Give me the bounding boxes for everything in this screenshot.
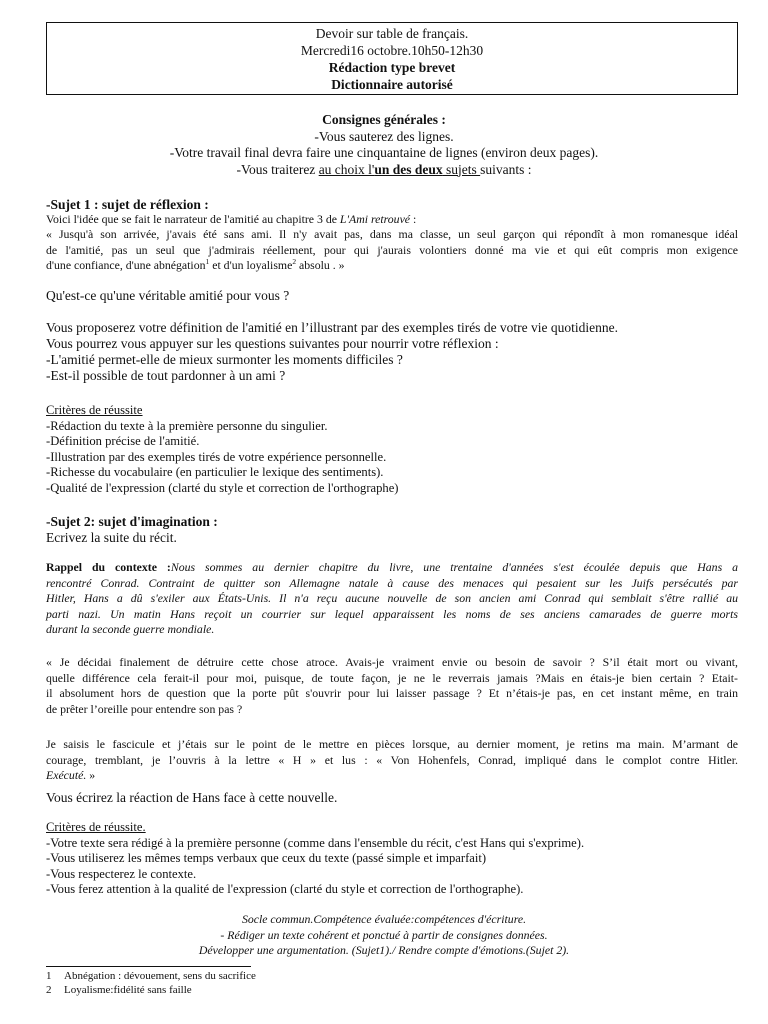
context-line-1 bbox=[46, 560, 738, 576]
skills-footer bbox=[0, 912, 768, 959]
instruction-line-3 bbox=[0, 162, 768, 179]
extract-2-line-1: Je saisis le fascicule et j’étais sur le point de le mettre en pièces lorsque, au dernier moment, je retins ma main. M’armant de bbox=[46, 737, 738, 751]
quote-abnegation: d'une confiance, d'une abnégation bbox=[46, 258, 206, 272]
instruction-3-emphasis: un des deux bbox=[374, 161, 443, 177]
footnote-ref-1: 1 bbox=[205, 257, 210, 267]
subject-1-criteria-title: Critères de réussite bbox=[46, 403, 143, 417]
subject-1-question-1: -L'amitié permet-elle de mieux surmonter les moments difficiles ? bbox=[46, 352, 403, 367]
instruction-3-choice: au choix l' bbox=[318, 161, 375, 177]
footnote-ref-2: 2 bbox=[292, 257, 297, 267]
subject-1-question: Qu'est-ce qu'une véritable amitié pour vous ? bbox=[46, 288, 290, 303]
criteria-item: -Richesse du vocabulaire (en particulier le lexique des sentiments). bbox=[46, 465, 384, 479]
extract-2-executed: Exécuté. bbox=[46, 768, 87, 782]
context-line-4: parti nazi. Un matin Hans reçoit un courrier sur lequel apparaissent les noms de ses anciens camarades de guerre morts bbox=[46, 606, 738, 621]
instruction-3-pre: -Vous traiterez bbox=[236, 161, 319, 177]
quote-line-2: de l'amitié, pas un seul que j'admirais réellement, pour qui j'aurais volontiers donné ma vie et qui eût compris mon exigence bbox=[46, 242, 738, 257]
subject-2-context bbox=[46, 560, 738, 638]
quote-line-1: « Jusqu'à son arrivée, j'avais été sans ami. Il n'y avait pas, dans ma classe, un seul garçon qui répondît à mon romanesque idéal bbox=[46, 227, 738, 241]
header-dictionary: Dictionnaire autorisé bbox=[331, 77, 453, 92]
quote-end: absolu . » bbox=[296, 258, 345, 272]
criteria-item: -Qualité de l'expression (clarté du style et correction de l'orthographe) bbox=[46, 480, 399, 495]
footnote-2 bbox=[46, 983, 256, 997]
footnote-number: 1 bbox=[46, 970, 52, 982]
subject-2-heading: -Sujet 2: sujet d'imagination : bbox=[46, 514, 218, 529]
extract-1-line-4: de prêter l’oreille pour entendre son pas ? bbox=[46, 701, 243, 716]
extract-2-line-2: courage, tremblant, je l’ouvris à la lettre « H » et lus : « Von Hohenfels, Conrad, impliqué dans le complot contre Hitler. bbox=[46, 752, 738, 767]
instruction-3-post: suivants : bbox=[480, 161, 532, 177]
footnote-divider bbox=[46, 966, 251, 967]
criteria-item: -Vous respecterez le contexte. bbox=[46, 866, 197, 881]
general-instructions bbox=[0, 112, 768, 178]
subject-2-task: Vous écrirez la réaction de Hans face à cette nouvelle. bbox=[46, 790, 338, 805]
header-title: Devoir sur table de français. bbox=[315, 26, 469, 41]
subject-1-criteria bbox=[46, 403, 738, 496]
subject-1-question-2: -Est-il possible de tout pardonner à un ami ? bbox=[46, 368, 286, 383]
context-line-2: rencontré Conrad. Contraint de quitter son Allemagne natale à cause des menaces qui pesaient sur les Juifs persécutés par bbox=[46, 575, 738, 590]
skills-line-2: - Rédiger un texte cohérent et ponctué à partir de consignes données. bbox=[220, 927, 548, 942]
criteria-item: -Illustration par des exemples tirés de votre expérience personnelle. bbox=[46, 449, 387, 464]
context-line-3: Hitler, Hans a dû s'exiler aux États-Unis. Il n'a reçu aucune nouvelle de son ancien ami Conrad qui semblait s'être rallié au bbox=[46, 591, 738, 605]
skills-line-3: Développer une argumentation. (Sujet1)./ Rendre compte d'émotions.(Sujet 2). bbox=[198, 943, 570, 957]
extract-1 bbox=[46, 655, 738, 717]
intro-text: Voici l'idée que se fait le narrateur de l'amitié au chapitre 3 de bbox=[46, 212, 340, 226]
extract-2-close: » bbox=[86, 768, 96, 782]
criteria-item: -Vous ferez attention à la qualité de l'expression (clarté du style et correction de l'orthographe). bbox=[46, 882, 524, 896]
extract-2 bbox=[46, 737, 738, 784]
criteria-item: -Rédaction du texte à la première personne du singulier. bbox=[46, 418, 328, 433]
criteria-item: -Vous utiliserez les mêmes temps verbaux que ceux du texte (passé simple et imparfait) bbox=[46, 851, 487, 865]
extract-1-line-2: quelle différence cela ferait-il pour moi, puisque, de toute façon, je ne le reverrais jamais ?Mais en étais-je bien certain ? Etait- bbox=[46, 670, 738, 685]
extract-1-line-3: il absolument hors de question que la porte pût s'ouvrir pour lui laisser passage ? Et n’étais-je pas, en cet instant même, en train bbox=[46, 686, 738, 700]
extract-1-line-1: « Je décidai finalement de détruire cette chose atroce. Avais-je vraiment envie ou besoin de savoir ? S’il était mort ou vivant, bbox=[46, 655, 738, 669]
instruction-3-subjects: sujets bbox=[442, 161, 481, 177]
criteria-item: -Définition précise de l'amitié. bbox=[46, 434, 200, 448]
book-title: L'Ami retrouvé bbox=[339, 212, 411, 226]
criteria-item: -Votre texte sera rédigé à la première personne (comme dans l'ensemble du récit, c'est Hans qui s'exprime). bbox=[46, 835, 585, 850]
subject-1-intro bbox=[46, 212, 738, 228]
subject-2-subtitle: Ecrivez la suite du récit. bbox=[46, 530, 177, 545]
quote-loyalisme: et d'un loyalisme bbox=[209, 258, 293, 272]
skills-line-1: Socle commun.Compétence évaluée:compétences d'écriture. bbox=[241, 912, 527, 926]
footnote-number: 2 bbox=[46, 984, 52, 996]
header-box bbox=[46, 22, 738, 95]
header-type: Rédaction type brevet bbox=[328, 60, 456, 75]
subject-1-quote bbox=[46, 227, 738, 274]
footnote-1 bbox=[46, 969, 256, 983]
footnote-text: Loyalisme:fidélité sans faille bbox=[64, 984, 192, 996]
footnote-text: Abnégation : dévouement, sens du sacrifice bbox=[64, 970, 256, 982]
context-line-5: durant la seconde guerre mondiale. bbox=[46, 622, 215, 636]
header-date: Mercredi16 octobre.10h50-12h30 bbox=[300, 43, 484, 58]
context-label: Rappel du contexte : bbox=[46, 560, 171, 574]
subject-2-criteria-title: Critères de réussite. bbox=[46, 820, 146, 834]
subject-1-para-2: Vous pourrez vous appuyer sur les questions suivantes pour nourrir votre réflexion : bbox=[46, 336, 499, 351]
instructions-title: Consignes générales : bbox=[322, 112, 446, 127]
extract-2-line-3 bbox=[46, 768, 738, 784]
subject-1-para-1: Vous proposerez votre définition de l'amitié en l’illustrant par des exemples tirés de votre vie quotidienne. bbox=[46, 320, 619, 335]
instruction-line-2: -Votre travail final devra faire une cinquantaine de lignes (environ deux pages). bbox=[169, 145, 599, 160]
context-text-1: Nous sommes au dernier chapitre du livre, une trentaine d'années s'est écoulée depuis que Hans a bbox=[170, 560, 738, 574]
subject-1-instructions bbox=[46, 320, 738, 384]
subject-2-criteria bbox=[46, 820, 738, 898]
instruction-line-1: -Vous sauterez des lignes. bbox=[314, 128, 454, 144]
intro-colon: : bbox=[410, 212, 417, 226]
quote-line-3 bbox=[46, 258, 738, 274]
footnotes bbox=[46, 969, 256, 997]
subject-1-heading: -Sujet 1 : sujet de réflexion : bbox=[46, 197, 209, 212]
